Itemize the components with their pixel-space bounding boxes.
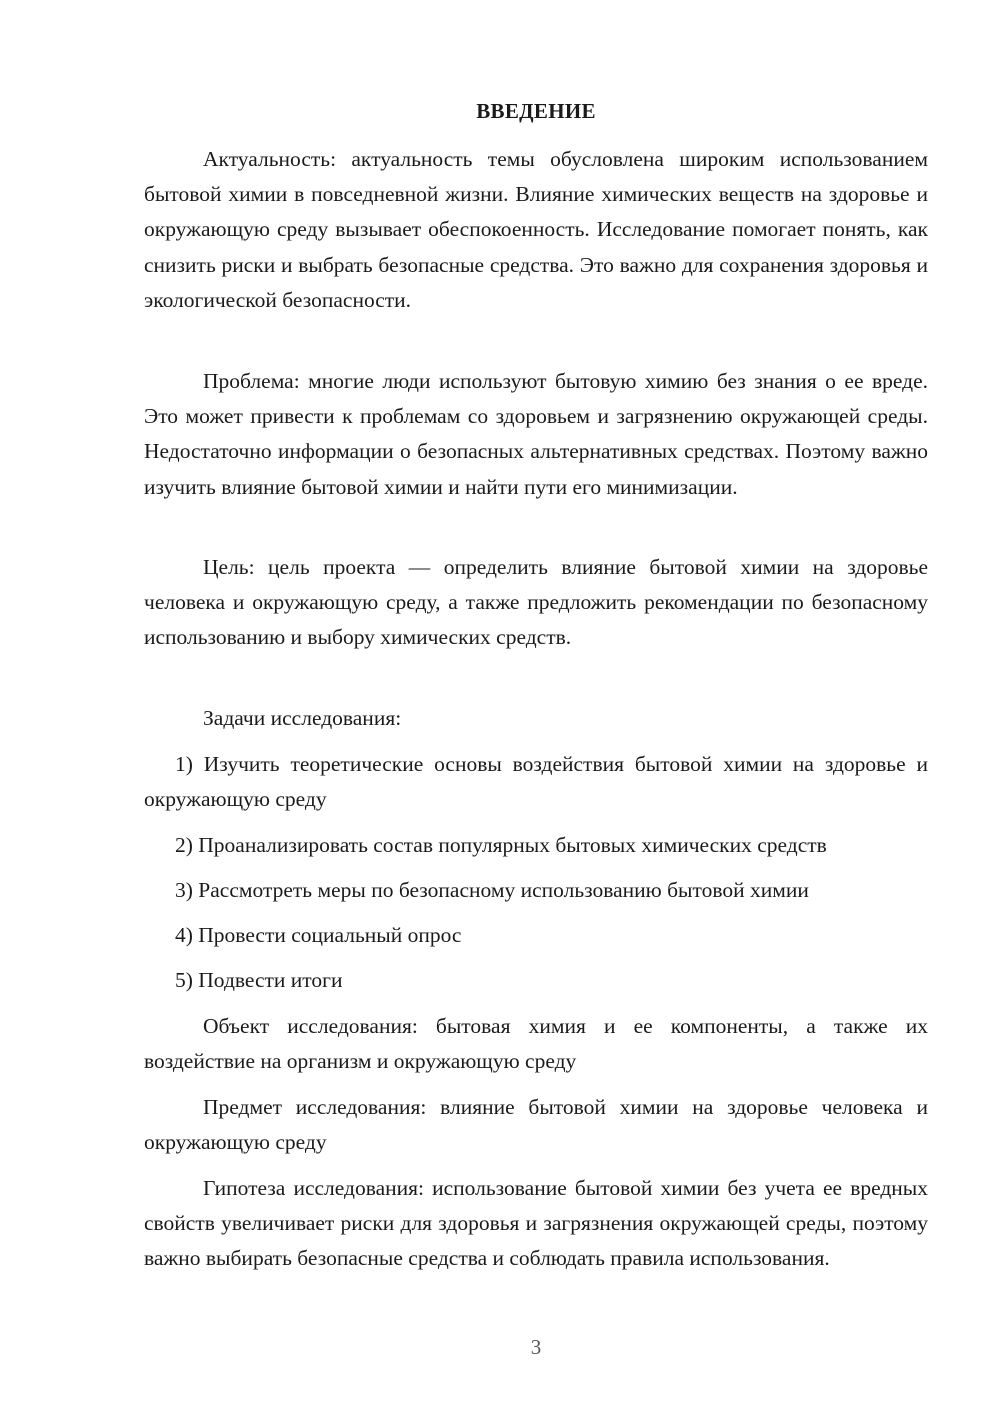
task-item-3: 3) Рассмотреть меры по безопасному использованию бытовой химии: [175, 878, 809, 902]
tasks-heading: Задачи исследования:: [203, 706, 402, 730]
task-item-1: 1) Изучить теоретические основы воздействия бытовой химии на здоровье и окружающую среду: [144, 752, 928, 812]
task-item-2: 2) Проанализировать состав популярных бытовых химических средств: [175, 833, 827, 857]
goal-paragraph: Цель: цель проекта — определить влияние бытовой химии на здоровье человека и окружающую среду, а также предложить рекомендации по безопасному использованию и выбору химических средств.: [144, 555, 928, 650]
hypothesis-paragraph: Гипотеза исследования: использование бытовой химии без учета ее вредных свойств увеличивает риски для здоровья и загрязнения окружающей среды, поэтому важно выбирать безопасные средства и соблюдать правила использования.: [144, 1176, 928, 1271]
subject-paragraph: Предмет исследования: влияние бытовой химии на здоровье человека и окружающую среду: [144, 1095, 928, 1155]
task-item-5: 5) Подвести итоги: [175, 968, 343, 992]
problem-paragraph: Проблема: многие люди используют бытовую химию без знания о ее вреде. Это может привести к проблемам со здоровьем и загрязнению окружающей среды. Недостаточно информации о безопасных альтернативных средствах. Поэтому важно изучить влияние бытовой химии и найти пути его минимизации.: [144, 369, 928, 499]
page-title: ВВЕДЕНИЕ: [476, 99, 596, 123]
object-paragraph: Объект исследования: бытовая химия и ее компоненты, а также их воздействие на организм и окружающую среду: [144, 1014, 928, 1074]
relevance-paragraph: Актуальность: актуальность темы обусловлена широким использованием бытовой химии в повседневной жизни. Влияние химических веществ на здоровье и окружающую среду вызывает обеспокоенность. Исследование помогает понять, как снизить риски и выбрать безопасные средства. Это важно для сохранения здоровья и экологической безопасности.: [144, 147, 928, 312]
page-number: 3: [530, 1335, 542, 1359]
task-item-4: 4) Провести социальный опрос: [175, 923, 462, 947]
